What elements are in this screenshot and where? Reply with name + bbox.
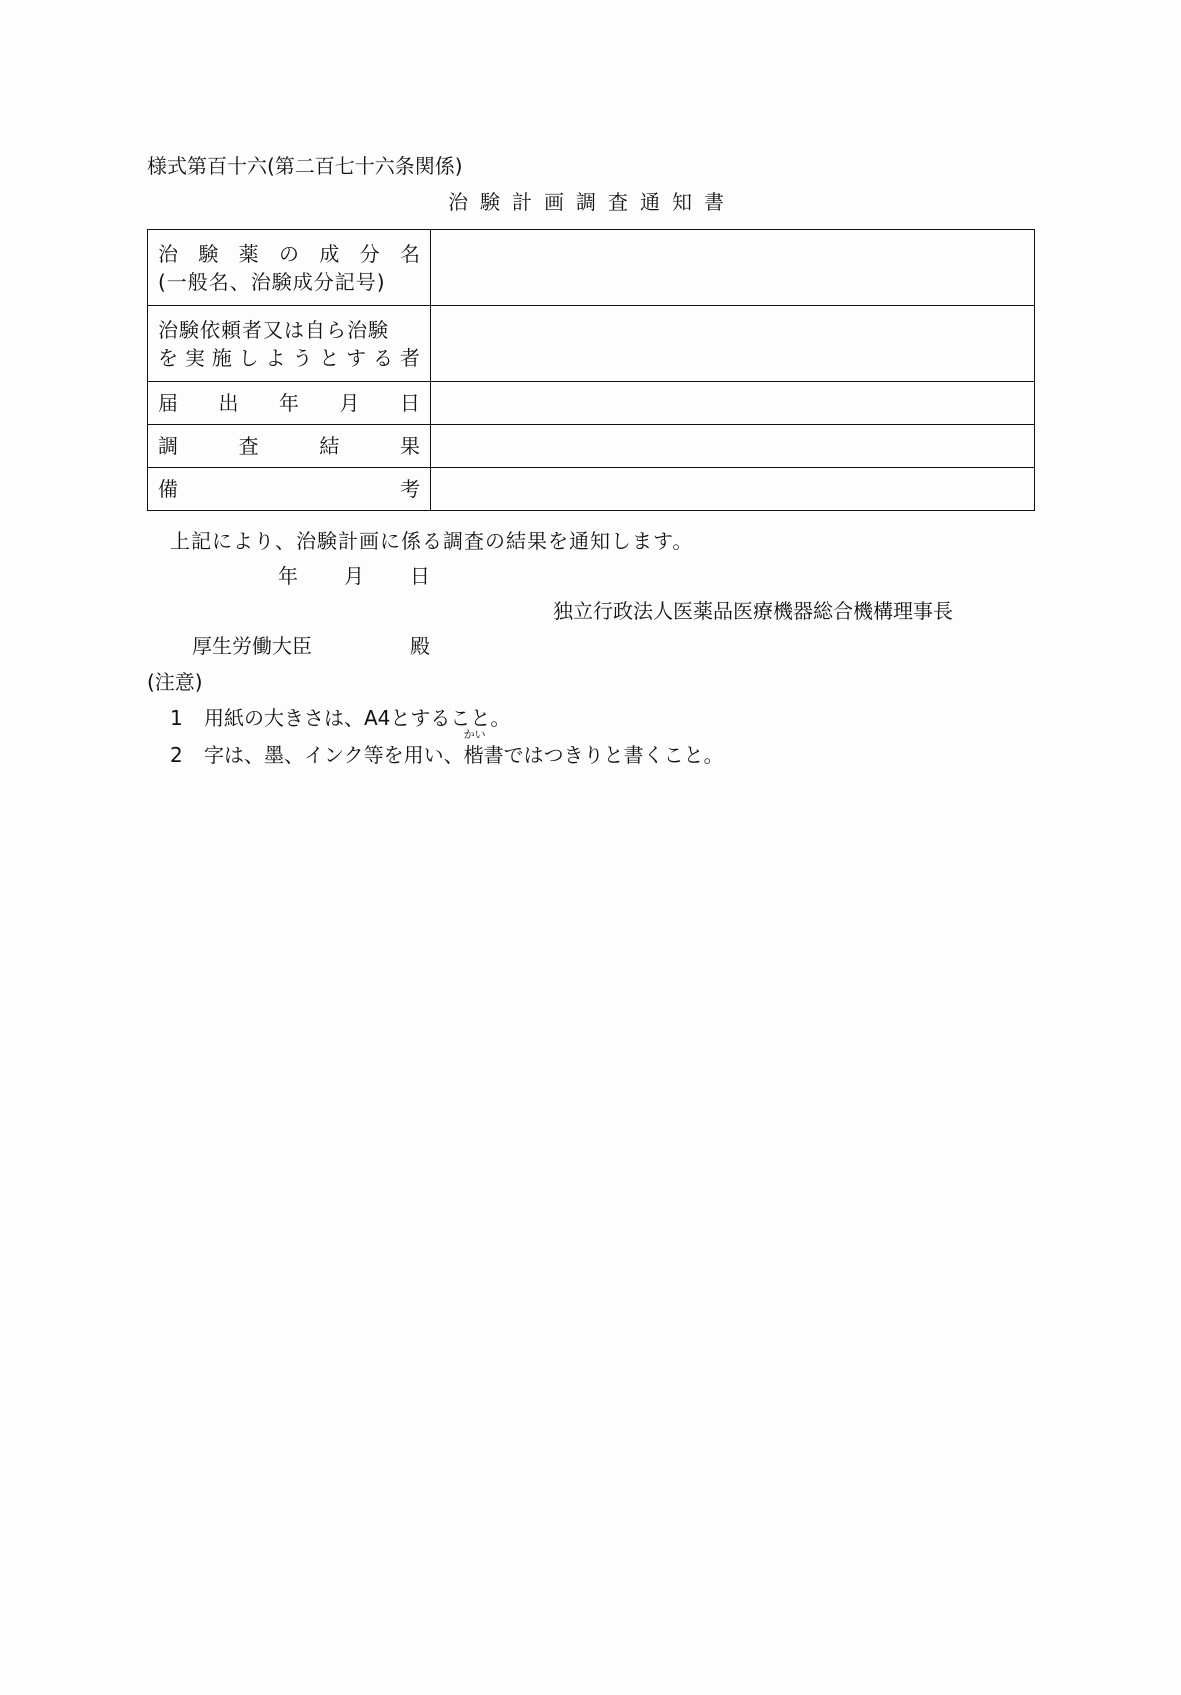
ruby-base: 楷 [463,743,484,767]
label-line: を 実 施 し よ う と す る 者 [158,345,420,370]
document-title: 治験計画調査通知書 [448,190,736,214]
notification-date [278,564,430,588]
label-line: 治 験 薬 の 成 分 名 [158,241,420,266]
label-sponsor [148,306,431,382]
label-remarks [148,468,431,511]
value-sponsor[interactable] [431,306,1035,382]
addressee: 厚生労働大臣 [192,634,312,658]
table-row-remarks [148,468,1035,511]
notification-statement: 上記により、治験計画に係る調査の結果を通知します。 [170,529,694,553]
date-year-label: 年 [278,564,298,588]
label-line: 備 考 [158,477,420,501]
note-text-before: 字は、墨、インク等を用い、 [204,743,464,767]
notification-form-table [147,229,1035,511]
date-day-label: 日 [410,564,430,588]
ruby-reading: かい [463,728,486,741]
label-ingredient-name [148,230,431,306]
note-text-after: 書ではつきりと書くこと。 [483,743,724,767]
issuer-name: 独立行政法人医薬品医療機器総合機構理事長 [553,599,953,623]
value-remarks[interactable] [431,468,1035,511]
note-item [170,728,724,767]
label-line: (一般名、治験成分記号) [158,269,386,294]
date-month-label: 月 [344,564,364,588]
table-row-sponsor [148,306,1035,382]
table-row-ingredient-name [148,230,1035,306]
note-text: 用紙の大きさは、A4とすること。 [204,706,511,730]
note-item [170,706,510,730]
notes-heading: (注意) [147,670,203,694]
honorific: 殿 [410,634,430,658]
label-submission-date [148,382,431,425]
label-line: 調 査 結 果 [158,434,420,458]
note-number: 1 [170,706,183,730]
label-line: 治験依頼者又は自ら治験 [158,317,389,342]
value-ingredient-name[interactable] [431,230,1035,306]
note-number: 2 [170,743,183,767]
value-investigation-result[interactable] [431,425,1035,468]
table-row-submission-date [148,382,1035,425]
label-investigation-result [148,425,431,468]
table-row-investigation-result [148,425,1035,468]
value-submission-date[interactable] [431,382,1035,425]
ruby-annotated-char [463,728,486,767]
form-number: 様式第百十六(第二百七十六条関係) [147,154,463,178]
label-line: 届 出 年 月 日 [158,391,420,415]
